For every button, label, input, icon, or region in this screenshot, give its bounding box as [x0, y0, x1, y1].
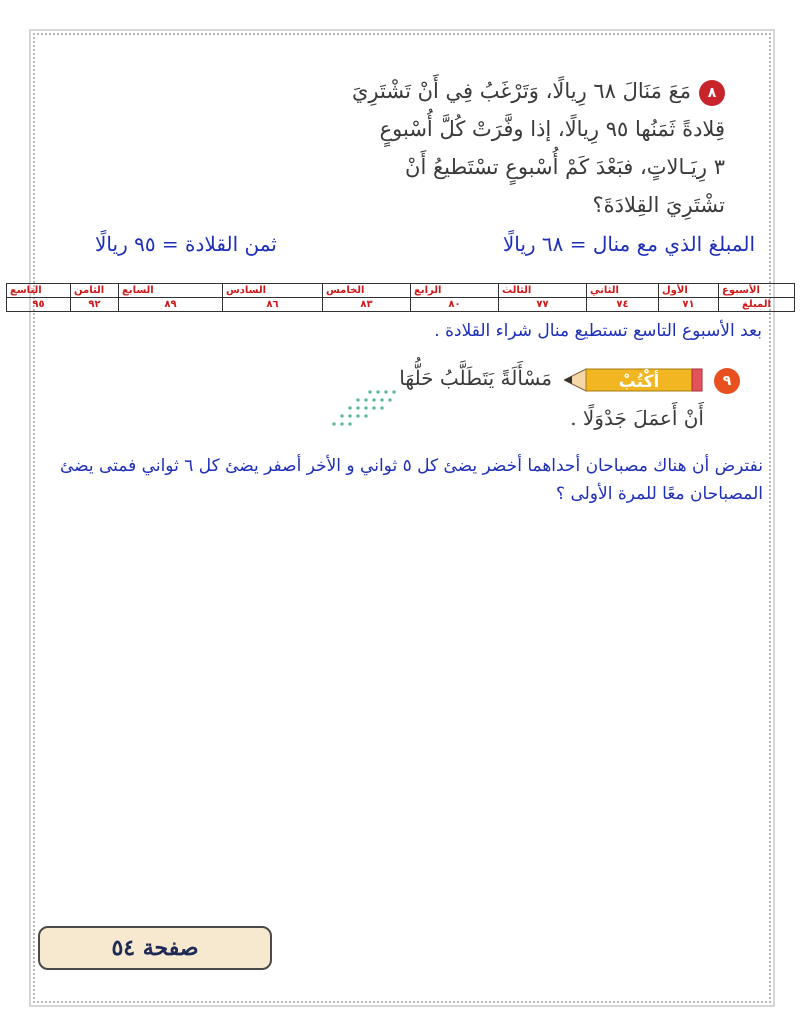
pencil-icon	[564, 366, 704, 394]
table-week-4: الرابع	[411, 284, 499, 298]
problem-9-number-badge: ٩	[714, 368, 740, 394]
table-row-label: المبلغ	[719, 298, 795, 312]
table-amount-7: ٨٩	[119, 298, 223, 312]
table-week-5: الخامس	[323, 284, 411, 298]
table-row-weeks	[7, 284, 795, 298]
table-amount-5: ٨٣	[323, 298, 411, 312]
problem-9-line-1: مَسْأَلَةً يَتَطَلَّبُ حَلُّهَا	[399, 366, 552, 390]
problem-8-number-badge: ٨	[699, 80, 725, 106]
answer-given-values	[95, 232, 755, 262]
problem-8-line-1-text: مَعَ مَنَالَ ٦٨ رِيالًا، وَتَرْغَبُ فِي أَنْ تَشْتَرِيَ	[351, 79, 691, 103]
table-week-7: السابع	[119, 284, 223, 298]
table-amount-1: ٧١	[659, 298, 719, 312]
table-amount-2: ٧٤	[587, 298, 659, 312]
question-text: نفترض أن هناك مصباحان أحداهما أخضر يضئ كل ٥ ثواني و الأخر أصفر يضئ كل ٦ ثواني فمتى يضئ المصباحان معًا للمرة الأولى ؟	[59, 456, 763, 504]
conclusion-text: بعد الأسبوع التاسع تستطيع منال شراء القلادة .	[434, 321, 762, 341]
problem-8-line-4: تشْتَرِيَ القِلادَةَ؟	[592, 193, 725, 217]
table-week-6: السادس	[223, 284, 323, 298]
decorative-dots-icon	[320, 386, 400, 436]
problem-9-line-2: أَنْ أَعمَلَ جَدْوَلًا .	[570, 406, 704, 430]
table-week-1: الأول	[659, 284, 719, 298]
table-header-label: الأسبوع	[719, 284, 795, 298]
table-week-2: الثاني	[587, 284, 659, 298]
problem-8-line-3: ٣ رِيَـالاتٍ، فبَعْدَ كَمْ أُسْبوعٍ تسْتَطيعُ أَنْ	[405, 155, 725, 179]
pencil-label: أكْتُبْ	[618, 372, 660, 392]
amount-with-manal: المبلغ الذي مع منال = ٦٨ ريالًا	[502, 232, 755, 256]
table-amount-6: ٨٦	[223, 298, 323, 312]
problem-8-line-2: قِلادةً ثَمَنُها ٩٥ رِيالًا، إذا وفَّرَتْ كُلَّ أُسْبوعٍ	[379, 117, 725, 141]
table-amount-4: ٨٠	[411, 298, 499, 312]
problem-8-line-1	[335, 72, 725, 110]
table-amount-9: ٩٥	[7, 298, 71, 312]
table-week-8: الثامن	[71, 284, 119, 298]
table-amount-3: ٧٧	[499, 298, 587, 312]
problem-8	[335, 72, 725, 224]
weeks-table	[6, 283, 795, 312]
table-week-3: الثالث	[499, 284, 587, 298]
problem-9	[320, 360, 740, 440]
table-week-9: التاسع	[7, 284, 71, 298]
table-amount-8: ٩٢	[71, 298, 119, 312]
necklace-price: ثمن القلادة = ٩٥ ريالًا	[95, 232, 277, 256]
table-row-amounts	[7, 298, 795, 312]
page-number-label: صفحة ٥٤	[38, 926, 272, 970]
